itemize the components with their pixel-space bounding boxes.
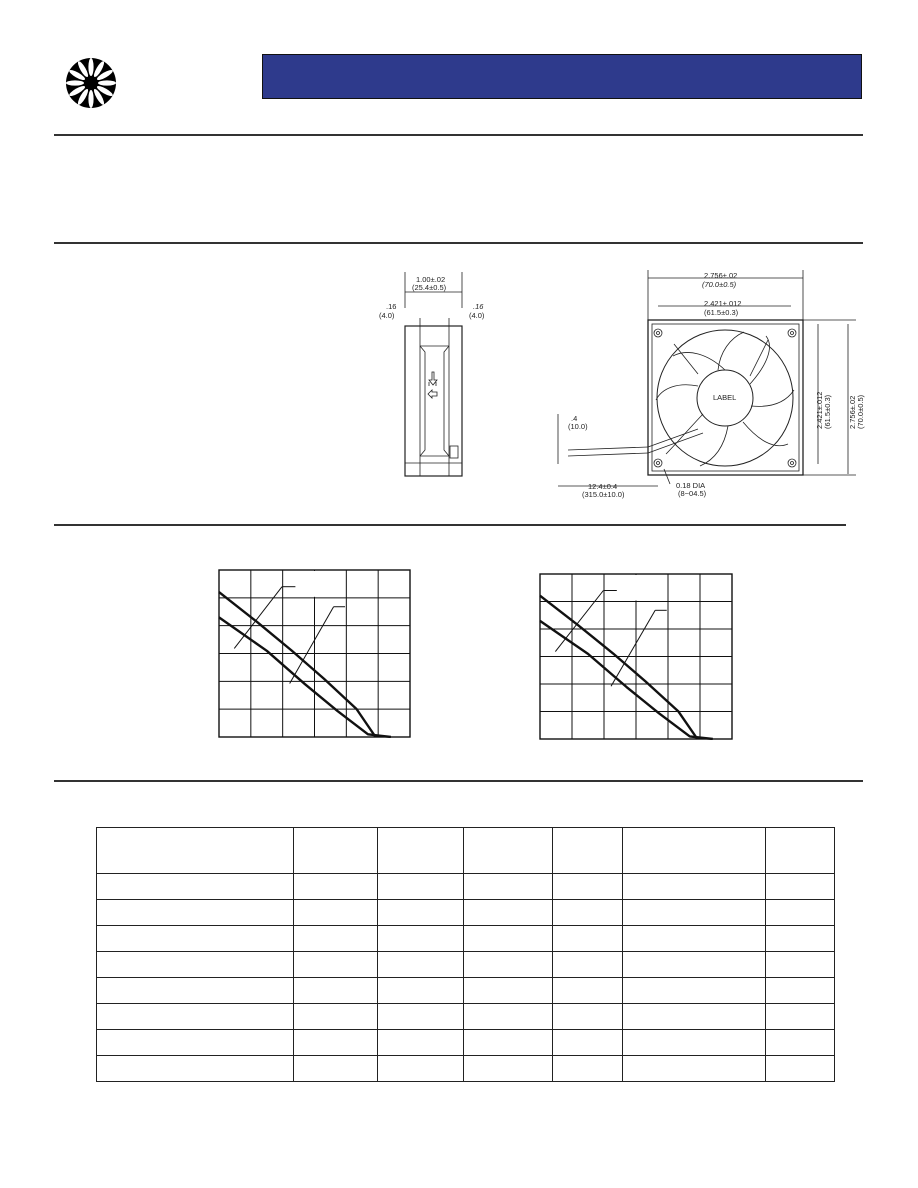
hole-spacing-mm-label: (61.5±0.3): [704, 308, 739, 317]
table-cell: [553, 926, 623, 952]
lead-length-label: 12.4±0.4: [588, 482, 618, 491]
table-cell: [766, 1004, 835, 1030]
table-cell: [464, 952, 553, 978]
table-cell: [766, 874, 835, 900]
spec-table: [96, 827, 835, 1082]
series-line-curve-a: [540, 596, 697, 739]
table-cell: [553, 1004, 623, 1030]
table-cell: [378, 1004, 464, 1030]
table-header-cell: [464, 828, 553, 874]
fan-label-text: LABEL: [713, 393, 737, 402]
table-row: [97, 1004, 835, 1030]
table-cell: [464, 874, 553, 900]
side-width-label: 1.00±.02: [416, 275, 446, 284]
table-cell: [97, 978, 294, 1004]
series-line-curve-a: [219, 592, 376, 737]
section-divider: [54, 242, 863, 244]
table-header-cell: [553, 828, 623, 874]
table-cell: [378, 1056, 464, 1082]
overall-height-label: 2.756±.02: [848, 395, 857, 429]
table-cell: [623, 1030, 766, 1056]
table-cell: [623, 1004, 766, 1030]
table-cell: [766, 978, 835, 1004]
table-cell: [464, 926, 553, 952]
table-cell: [623, 978, 766, 1004]
table-cell: [464, 900, 553, 926]
fan-logo-icon: [64, 56, 118, 110]
table-cell: [97, 1056, 294, 1082]
section-divider: [54, 780, 863, 782]
table-header-cell: [378, 828, 464, 874]
performance-chart-1: [218, 569, 411, 738]
table-cell: [378, 900, 464, 926]
table-cell: [97, 1030, 294, 1056]
table-row: [97, 1056, 835, 1082]
table-cell: [294, 952, 378, 978]
side-width-mm-label: (25.4±0.5): [412, 283, 447, 292]
table-cell: [766, 1030, 835, 1056]
table-cell: [294, 978, 378, 1004]
table-row: [97, 978, 835, 1004]
table-cell: [464, 1030, 553, 1056]
table-cell: [378, 952, 464, 978]
table-cell: [378, 978, 464, 1004]
table-cell: [553, 874, 623, 900]
table-cell: [553, 1056, 623, 1082]
table-cell: [553, 952, 623, 978]
lead-length-mm-label: (315.0±10.0): [582, 490, 625, 499]
leader-line: [555, 591, 603, 652]
table-cell: [97, 952, 294, 978]
leader-line: [234, 587, 282, 649]
table-cell: [294, 900, 378, 926]
leader-line: [290, 607, 334, 684]
table-cell: [623, 874, 766, 900]
overall-width-label: 2.756±.02: [704, 271, 738, 280]
table-cell: [294, 926, 378, 952]
header-banner: [262, 54, 862, 99]
table-cell: [294, 1056, 378, 1082]
hole-dia-mm-label: (8~04.5): [678, 489, 707, 498]
table-header-row: [97, 828, 835, 874]
front-view-drawing: [538, 264, 878, 504]
strip-length-label: .4: [571, 414, 578, 423]
table-cell: [294, 1030, 378, 1056]
table-cell: [97, 874, 294, 900]
table-cell: [97, 900, 294, 926]
performance-chart-2: [539, 573, 733, 740]
right-flange-label: .16: [473, 302, 484, 311]
section-divider: [54, 134, 863, 136]
table-cell: [623, 1056, 766, 1082]
overall-width-mm-label: (70.0±0.5): [702, 280, 737, 289]
strip-length-mm-label: (10.0): [568, 422, 588, 431]
table-cell: [553, 978, 623, 1004]
table-cell: [766, 952, 835, 978]
table-cell: [378, 926, 464, 952]
table-row: [97, 874, 835, 900]
hole-spacing-v-label: 2.421±.012: [815, 391, 824, 429]
hole-spacing-v-mm-label: (61.5±0.3): [823, 394, 832, 429]
table-cell: [97, 1004, 294, 1030]
table-cell: [97, 926, 294, 952]
overall-height-mm-label: (70.0±0.5): [856, 394, 865, 429]
table-cell: [766, 926, 835, 952]
table-cell: [553, 1030, 623, 1056]
table-cell: [766, 1056, 835, 1082]
legend-area: [605, 575, 667, 601]
table-cell: [464, 1004, 553, 1030]
table-row: [97, 952, 835, 978]
table-cell: [553, 900, 623, 926]
side-view-drawing: [370, 268, 500, 490]
table-header-cell: [766, 828, 835, 874]
leader-line: [611, 610, 655, 686]
table-header-cell: [623, 828, 766, 874]
table-row: [97, 926, 835, 952]
left-flange-mm-label: (4.0): [379, 311, 395, 320]
section-divider: [54, 524, 846, 526]
table-header-cell: [97, 828, 294, 874]
table-cell: [378, 1030, 464, 1056]
table-cell: [623, 900, 766, 926]
table-row: [97, 900, 835, 926]
table-header-cell: [294, 828, 378, 874]
table-cell: [294, 1004, 378, 1030]
table-cell: [294, 874, 378, 900]
table-cell: [464, 978, 553, 1004]
table-cell: [623, 952, 766, 978]
hole-spacing-label: 2.421±.012: [704, 299, 742, 308]
left-flange-label: .16: [386, 302, 397, 311]
right-flange-mm-label: (4.0): [469, 311, 485, 320]
legend-area: [284, 571, 346, 597]
table-row: [97, 1030, 835, 1056]
table-cell: [464, 1056, 553, 1082]
table-cell: [623, 926, 766, 952]
hole-dia-label: 0.18 DIA: [676, 481, 706, 490]
table-cell: [378, 874, 464, 900]
table-cell: [766, 900, 835, 926]
